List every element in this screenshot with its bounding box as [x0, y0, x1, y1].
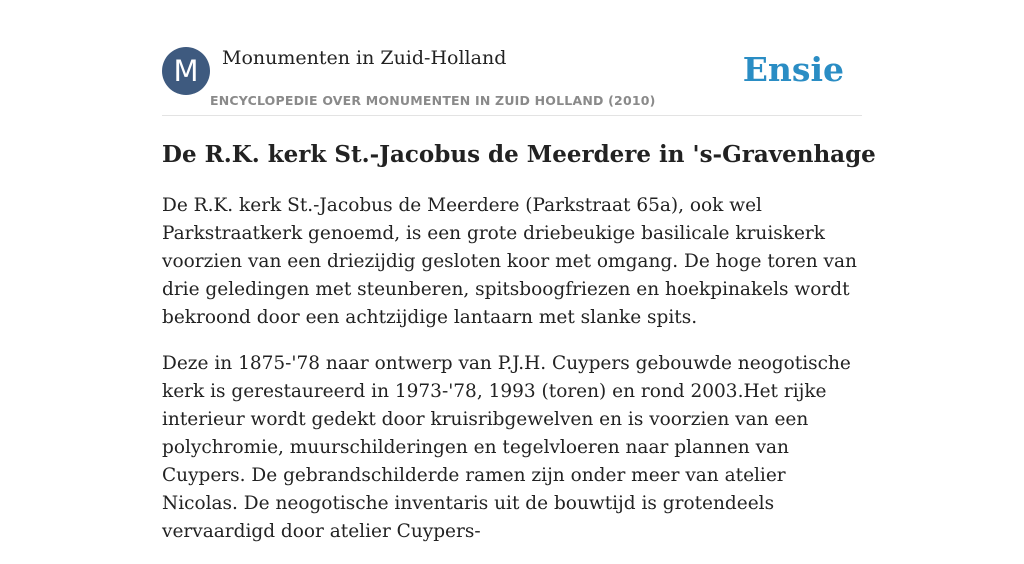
avatar[interactable]: M	[162, 47, 210, 95]
article-paragraph: Deze in 1875-'78 naar ontwerp van P.J.H. Cuypers gebouwde neogotische kerk is gerestaureerd in 1973-'78, 1993 (toren) en rond 2003.Het rijke interieur wordt gedekt door kruisribgewelven en is voorzien van een polychromie, muurschilderingen en tegelvloeren naar plannen van Cuypers. De gebrandschilderde ramen zijn onder meer van atelier Nicolas. De neogotische inventaris uit de bouwtijd is grotendeels vervaardigd door atelier Cuypers-	[162, 353, 851, 542]
site-subtitle: ENCYCLOPEDIE OVER MONUMENTEN IN ZUID HOLLAND (2010)	[210, 93, 656, 108]
article-paragraph: De R.K. kerk St.-Jacobus de Meerdere (Parkstraat 65a), ook wel Parkstraatkerk genoemd, is een grote driebeukige basilicale kruiskerk voorzien van een driezijdig gesloten koor met omgang. De hoge toren van drie geledingen met steunberen, spitsboogfriezen en hoekpinakels wordt bekroond door een achtzijdige lantaarn met slanke spits.	[162, 195, 857, 328]
content-container	[162, 0, 876, 542]
article-title: De R.K. kerk St.-Jacobus de Meerdere in 's-Gravenhage	[162, 141, 876, 168]
brand-logo[interactable]: Ensie	[742, 50, 844, 89]
article-body	[162, 192, 862, 564]
site-title[interactable]: Monumenten in Zuid-Holland	[222, 47, 507, 69]
site-header	[162, 0, 862, 116]
